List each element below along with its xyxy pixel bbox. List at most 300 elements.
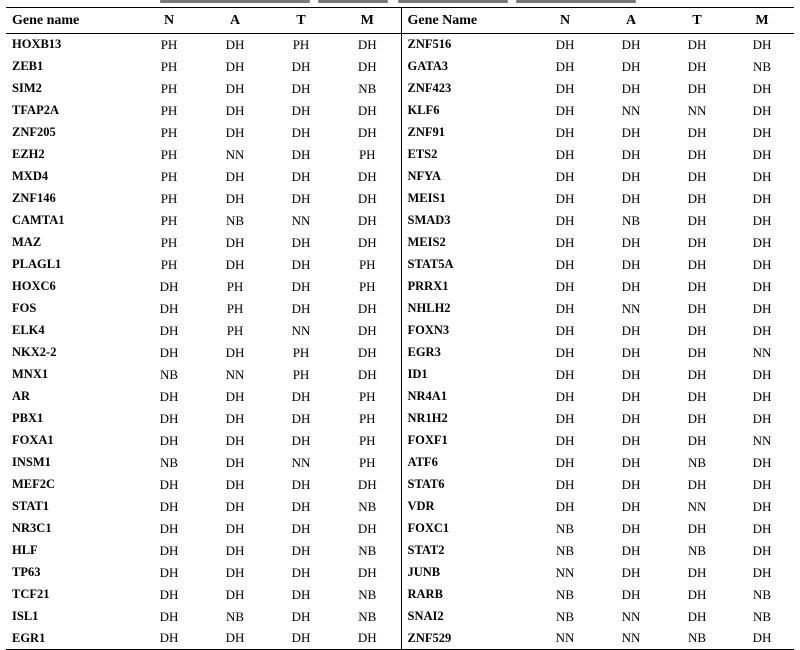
table-row [6,386,794,408]
m-cell: DH [357,36,377,52]
a-cell-right: NN [598,628,664,650]
m-cell-right: DH [752,564,772,580]
t-cell: DH [291,564,311,580]
a-cell: DH [225,564,245,580]
gene-name-cell: EZH2 [12,147,45,161]
gene-name-cell-right: ZNF423 [401,78,532,100]
a-cell: DH [225,190,245,206]
t-cell-right: DH [687,36,707,52]
t-cell: DH [291,432,311,448]
gene-name-cell: EGR1 [6,628,136,650]
m-cell: DH [357,168,377,184]
a-cell-right: DH [621,80,641,96]
n-cell: DH [159,542,179,558]
n-cell: PH [160,102,178,118]
a-cell-right: DH [621,124,641,140]
n-cell: PH [160,146,178,162]
n-cell-right: DH [555,102,575,118]
n-cell-right: DH [555,322,575,338]
t-cell: DH [291,608,311,624]
table-row [6,606,794,628]
gene-name-cell: NKX2-2 [12,345,57,359]
t-cell: DH [291,58,311,74]
n-cell-right: NB [555,608,575,624]
gene-name-cell-right: NR4A1 [401,386,532,408]
table-row [6,342,794,364]
a-cell: DH [225,520,245,536]
a-cell: DH [225,432,245,448]
gene-name-cell-right: NFYA [401,166,532,188]
t-cell-right: DH [687,410,707,426]
a-cell-right: DH [621,146,641,162]
gene-name-cell-right: FOXC1 [401,518,532,540]
n-cell: DH [159,520,179,536]
a-cell: DH [225,542,245,558]
gene-name-cell: TCF21 [12,587,50,601]
t-cell-right: DH [687,80,707,96]
m-cell-right: DH [752,388,772,404]
n-cell: DH [159,564,179,580]
gene-name-cell: FOXA1 [12,433,54,447]
n-cell: NB [159,366,179,382]
gene-name-cell-right: MEIS2 [401,232,532,254]
column-header-n-right: N [532,8,598,34]
m-cell: DH [357,124,377,140]
table-row [6,364,794,386]
a-cell: NN [225,146,245,162]
table-row [6,122,794,144]
gene-name-cell-right: FOXF1 [401,430,532,452]
n-cell: PH [160,256,178,272]
gene-name-cell: FOS [12,301,37,315]
t-cell-right: DH [687,366,707,382]
gene-name-cell: PLAGL1 [12,257,62,271]
gene-name-cell: HLF [12,543,38,557]
a-cell-right: DH [621,256,641,272]
column-header-a-right: A [598,8,664,34]
gene-name-cell-right: ETS2 [401,144,532,166]
gene-name-cell-right: VDR [401,496,532,518]
n-cell: DH [159,476,179,492]
column-header-a: A [202,8,268,34]
a-cell: DH [225,36,245,52]
m-cell: DH [357,366,377,382]
t-cell-right: DH [687,608,707,624]
a-cell: DH [225,80,245,96]
gene-name-cell: AR [12,389,31,403]
n-cell: DH [159,432,179,448]
cropped-caption-strip [0,0,800,7]
gene-name-cell-right: SMAD3 [401,210,532,232]
m-cell-right: DH [752,146,772,162]
gene-name-cell-right: EGR3 [401,342,532,364]
t-cell: DH [291,586,311,602]
table-row [6,562,794,584]
table-row [6,298,794,320]
t-cell-right: DH [687,124,707,140]
n-cell-right: DH [555,190,575,206]
table-row [6,452,794,474]
n-cell: PH [160,80,178,96]
n-cell-right: DH [555,80,575,96]
a-cell-right: DH [621,520,641,536]
m-cell: PH [358,278,376,294]
m-cell-right: DH [752,168,772,184]
table-row [6,232,794,254]
n-cell-right: DH [555,212,575,228]
a-cell-right: DH [621,322,641,338]
column-header-m: M [334,8,401,34]
t-cell-right: DH [687,278,707,294]
gene-name-cell: NR3C1 [12,521,52,535]
n-cell: PH [160,168,178,184]
t-cell: DH [291,102,311,118]
n-cell: PH [160,36,178,52]
a-cell-right: DH [621,476,641,492]
gene-name-cell: CAMTA1 [12,213,65,227]
m-cell: DH [357,344,377,360]
a-cell: DH [202,628,268,650]
m-cell: DH [357,322,377,338]
t-cell: DH [291,300,311,316]
m-cell-right: NB [752,586,772,602]
n-cell: PH [160,58,178,74]
m-cell: NB [358,80,377,96]
m-cell: DH [357,234,377,250]
t-cell: NN [291,212,311,228]
n-cell-right: NN [555,564,575,580]
column-header-m-right: M [730,8,794,34]
t-cell-right: DH [687,432,707,448]
column-header-n: N [136,8,202,34]
n-cell: DH [159,344,179,360]
table-row [6,100,794,122]
table-row [6,518,794,540]
m-cell-right: DH [752,322,772,338]
n-cell: PH [160,124,178,140]
gene-name-cell: MXD4 [12,169,49,183]
t-cell-right: DH [687,322,707,338]
n-cell: DH [159,608,179,624]
table-row [6,320,794,342]
n-cell: DH [159,300,179,316]
gene-name-cell: ISL1 [12,609,39,623]
a-cell-right: DH [621,344,641,360]
m-cell-right: NB [752,58,772,74]
table-row [6,210,794,232]
n-cell: DH [159,322,179,338]
t-cell: DH [291,146,311,162]
n-cell-right: DH [555,278,575,294]
t-cell: DH [291,388,311,404]
m-cell-right: NN [752,344,772,360]
n-cell: PH [160,190,178,206]
a-cell-right: NN [621,608,641,624]
gene-name-cell: MEF2C [12,477,56,491]
t-cell-right: DH [687,168,707,184]
table-row [6,188,794,210]
a-cell: DH [225,256,245,272]
a-cell-right: DH [621,234,641,250]
t-cell-right: DH [687,564,707,580]
a-cell: DH [225,476,245,492]
m-cell: DH [357,102,377,118]
t-cell-right: DH [687,190,707,206]
n-cell: DH [159,278,179,294]
gene-name-cell-right: RARB [401,584,532,606]
m-cell: DH [357,300,377,316]
n-cell: DH [159,586,179,602]
a-cell-right: DH [621,58,641,74]
a-cell: PH [226,278,244,294]
m-cell: DH [357,58,377,74]
gene-name-cell: PBX1 [12,411,44,425]
n-cell-right: NB [555,542,575,558]
gene-name-cell-right: STAT5A [401,254,532,276]
t-cell-right: DH [687,520,707,536]
t-cell: DH [291,278,311,294]
t-cell-right: DH [687,234,707,250]
cropped-text-fragment [318,0,388,3]
gene-name-cell-right: MEIS1 [401,188,532,210]
m-cell: PH [358,388,376,404]
n-cell-right: DH [555,344,575,360]
table-row [6,408,794,430]
gene-name-cell: ZEB1 [12,59,44,73]
table-row [6,276,794,298]
cropped-text-fragment [516,0,636,3]
gene-name-cell: ELK4 [12,323,45,337]
n-cell-right: DH [555,300,575,316]
m-cell-right: NB [752,608,772,624]
gene-name-cell: SIM2 [12,81,42,95]
a-cell-right: DH [621,278,641,294]
gene-name-cell-right: NR1H2 [401,408,532,430]
table-row [6,540,794,562]
gene-name-cell: TP63 [12,565,41,579]
m-cell: DH [357,190,377,206]
n-cell-right: DH [555,432,575,448]
m-cell-right: DH [752,278,772,294]
n-cell-right: DH [555,58,575,74]
m-cell-right: DH [752,190,772,206]
t-cell: DH [291,256,311,272]
m-cell-right: DH [752,454,772,470]
n-cell-right: DH [555,498,575,514]
gene-name-cell: MNX1 [12,367,49,381]
t-cell-right: DH [687,146,707,162]
n-cell-right: DH [555,234,575,250]
m-cell-right: DH [730,628,794,650]
m-cell: NB [358,608,377,624]
m-cell-right: DH [752,542,772,558]
n-cell-right: DH [555,410,575,426]
gene-name-cell-right: FOXN3 [401,320,532,342]
gene-name-cell: ZNF146 [12,191,56,205]
table-row [6,78,794,100]
t-cell: DH [291,234,311,250]
t-cell: NN [291,454,311,470]
gene-name-cell-right: JUNB [401,562,532,584]
a-cell-right: DH [621,432,641,448]
gene-name-cell: INSM1 [12,455,51,469]
m-cell-right: DH [752,256,772,272]
a-cell-right: DH [621,190,641,206]
t-cell-right: NN [687,498,707,514]
m-cell-right: DH [752,476,772,492]
gene-name-cell-right: SNAI2 [401,606,532,628]
a-cell-right: DH [621,586,641,602]
a-cell: DH [225,498,245,514]
gene-name-cell-right: GATA3 [401,56,532,78]
a-cell: DH [225,168,245,184]
table-row [6,34,794,56]
m-cell-right: DH [752,102,772,118]
a-cell-right: DH [621,454,641,470]
n-cell: DH [159,410,179,426]
m-cell-right: DH [752,498,772,514]
table-row [6,56,794,78]
a-cell: NB [225,212,245,228]
t-cell: PH [292,36,310,52]
m-cell-right: DH [752,366,772,382]
gene-name-cell-right: STAT2 [401,540,532,562]
table-header-row [6,8,794,34]
a-cell-right: NB [621,212,641,228]
n-cell-right: DH [555,454,575,470]
a-cell: DH [225,234,245,250]
t-cell-right: NB [664,628,730,650]
a-cell: DH [225,344,245,360]
t-cell-right: DH [687,344,707,360]
a-cell: DH [225,102,245,118]
m-cell-right: DH [752,124,772,140]
gene-name-cell-right: ATF6 [401,452,532,474]
a-cell: DH [225,454,245,470]
m-cell: PH [358,256,376,272]
m-cell-right: DH [752,234,772,250]
m-cell-right: NN [752,432,772,448]
a-cell: DH [225,124,245,140]
a-cell-right: DH [621,498,641,514]
n-cell-right: NB [555,520,575,536]
a-cell-right: DH [621,542,641,558]
a-cell: DH [225,410,245,426]
gene-name-cell-right: ID1 [401,364,532,386]
m-cell-right: DH [752,80,772,96]
table-row [6,144,794,166]
a-cell-right: DH [621,410,641,426]
m-cell: DH [334,628,401,650]
m-cell: PH [358,410,376,426]
gene-name-cell: ZNF205 [12,125,56,139]
table-row [6,430,794,452]
t-cell-right: DH [687,476,707,492]
m-cell: NB [358,542,377,558]
t-cell-right: NB [687,454,707,470]
m-cell: DH [357,564,377,580]
a-cell: PH [226,300,244,316]
a-cell: DH [225,58,245,74]
t-cell: DH [291,476,311,492]
t-cell: DH [291,80,311,96]
gene-name-cell: HOXB13 [12,37,62,52]
gene-name-cell-right: ZNF91 [401,122,532,144]
gene-status-table [6,7,794,650]
m-cell: DH [357,212,377,228]
column-header-gene-name: Gene name [6,8,136,34]
a-cell-right: DH [621,36,641,52]
t-cell-right: DH [687,212,707,228]
cropped-text-fragment [398,0,508,3]
n-cell-right: DH [555,36,575,52]
table-row [6,166,794,188]
n-cell-right: DH [555,124,575,140]
gene-name-cell: TFAP2A [12,103,59,117]
t-cell-right: DH [687,58,707,74]
t-cell: DH [291,498,311,514]
a-cell: DH [225,388,245,404]
n-cell: PH [160,234,178,250]
gene-name-cell-right: STAT6 [401,474,532,496]
t-cell-right: NN [687,102,707,118]
table-row [6,474,794,496]
t-cell: DH [291,542,311,558]
n-cell-right: DH [555,256,575,272]
column-header-t-right: T [664,8,730,34]
m-cell: PH [358,432,376,448]
a-cell-right: NN [621,300,641,316]
gene-name-cell: MAZ [12,235,42,249]
n-cell-right: DH [555,168,575,184]
n-cell-right: DH [555,146,575,162]
gene-name-cell-right: KLF6 [401,100,532,122]
table-row [6,496,794,518]
n-cell-right: DH [555,388,575,404]
n-cell: DH [136,628,202,650]
m-cell-right: DH [752,212,772,228]
t-cell-right: NB [687,542,707,558]
m-cell: NB [358,498,377,514]
a-cell-right: NN [621,102,641,118]
a-cell: NN [225,366,245,382]
m-cell-right: DH [752,520,772,536]
t-cell: DH [291,168,311,184]
a-cell-right: DH [621,168,641,184]
m-cell-right: DH [752,36,772,52]
gene-name-cell-right: ZNF516 [401,34,532,56]
t-cell: NN [291,322,311,338]
m-cell: DH [357,520,377,536]
n-cell: DH [159,498,179,514]
t-cell-right: DH [687,586,707,602]
t-cell: DH [291,410,311,426]
column-header-t: T [268,8,334,34]
t-cell-right: DH [687,388,707,404]
a-cell-right: DH [621,388,641,404]
n-cell: PH [160,212,178,228]
m-cell: DH [357,476,377,492]
t-cell: DH [268,628,334,650]
table-row [6,584,794,606]
t-cell: DH [291,124,311,140]
t-cell: DH [291,190,311,206]
t-cell: DH [291,520,311,536]
n-cell: DH [159,388,179,404]
m-cell-right: DH [752,410,772,426]
n-cell-right: DH [555,476,575,492]
n-cell-right: NB [555,586,575,602]
